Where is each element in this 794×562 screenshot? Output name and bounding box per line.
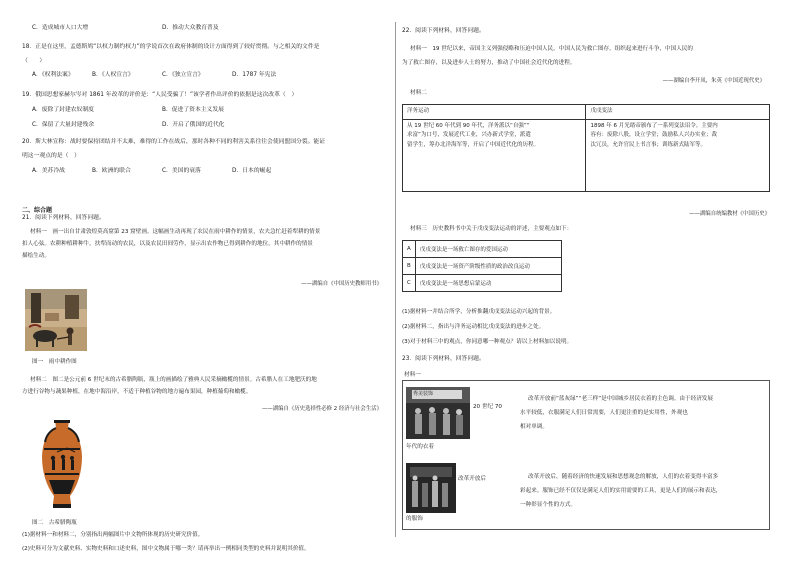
post-reform-clothing-photo: [406, 463, 456, 513]
viewpoint-text-c: 戊戌变法是一场思想启蒙运动: [415, 275, 561, 292]
table-cell-line: 留学生，筹办北洋海军等，开启了中国近代化的历程。: [407, 141, 540, 148]
q18-stem: 18．正是在这里，孟德斯鸠“以权力制约权力”的学说首次在政府体制的设计方面得到了较好贯彻。与之相关的文件是: [22, 44, 320, 50]
viewpoint-key-b: B: [403, 258, 416, 275]
figure1-caption: 图一 雨中耕作图: [32, 359, 77, 365]
q23-text2-line: 一种彰显个性的方式。: [520, 502, 576, 508]
q20-option-c: C．美国的衰落: [162, 168, 201, 174]
q20-stem: 20．斯大林宣称：战时要保持团结并不太难，难得的工作在战后，那时各种不同的利害关系往往会使同盟国分裂。能证: [22, 139, 326, 145]
1970s-clothing-photo: [406, 387, 470, 439]
q23-stem: 23．阅读下列材料，回答问题。: [402, 356, 485, 362]
right-column: [400, 0, 772, 562]
q19-option-d: D．开启了俄国的近代化: [162, 122, 225, 128]
left-column: [22, 0, 392, 562]
q22-subquestion-2: (2)据材料二，指出与洋务运动相比戊戌变法的进步之处。: [402, 324, 545, 330]
viewpoint-text-b: 戊戌变法是一场资产阶级性质的政治改良运动: [415, 258, 561, 275]
viewpoint-key-c: C: [403, 275, 416, 292]
viewpoint-key-a: A: [403, 241, 416, 258]
q22-subquestion-3: (3)对于材料三中的观点，你同意哪一种观点？请以上材料加以说明。: [402, 339, 573, 345]
q19-stem: 19．俄国思想家赫尔岑对 1861 年改革的评价是：“人民受骗了！”该学者作出评价的依据是这次改革（ ）: [22, 92, 298, 98]
reform-comparison-table: [402, 104, 770, 192]
q17-option-c: C．造成城市人口大增: [32, 25, 89, 31]
q19-option-a: A．废除了封建农奴制度: [32, 107, 94, 113]
table-cell-reform: [586, 119, 770, 191]
q21-material1-source: ——湖编自《中国历史教师用书》: [301, 281, 382, 287]
q20-option-a: A．美苏冷战: [32, 168, 65, 174]
photo1-caption-cont: 年代的衣着: [406, 444, 434, 450]
q23-text2-line: 改革开放后，随着经济的快速发展和思想观念的解放，人们的衣着变得丰富多: [528, 474, 719, 480]
column-divider: [395, 22, 396, 537]
section-title: 二、综合题: [22, 207, 53, 214]
table-cell-line: 汰冗员，允许官民上书言事；训练新式陆军等。: [590, 141, 706, 148]
q21-material2-source: ——湖编自《历史选择性必修 2 经济与社会生活》: [261, 406, 382, 412]
q21-subquestion-1: (1)据材料一和材料二，分别指出两幅图片中文物所体现的历史研究价值。: [22, 532, 204, 538]
greek-amphora-image: [37, 418, 87, 510]
q21-subquestion-2: (2)史料可分为文献史料、实物史料和口述史料，图中文物属于哪一类？请再举出一例相同类型的史料并说明其价值。: [22, 546, 310, 552]
table-cell-line: 求富”为口号，发展近代工业，兴办新式学堂，派遣: [407, 132, 531, 138]
table-cell-westernization: [403, 119, 586, 191]
q20-option-d: D．日本的崛起: [232, 168, 272, 174]
table-cell-line: 从 19 世纪 60 年代到 90 年代，洋务派以“自强”“: [407, 122, 530, 129]
q23-text1-line: 改革开放前“蓝灰绿”“老三样”是中国城乡居民衣着的主色调。由于经济发展: [528, 396, 713, 402]
table-header-westernization: 洋务运动: [403, 105, 586, 120]
q22-table-source: ——湖编自统编教材《中国历史》: [689, 211, 770, 217]
q22-stem: 22．阅读下列材料，回答问题。: [402, 28, 485, 34]
q22-material1-line: 材料一 19 世纪以来，帝国主义列强侵略和压迫中国人民，中国人民为救亡图存，组织起来进行斗争，中国人民的: [410, 46, 693, 52]
q21-material1-line: 材料一 画一出自甘肃敦煌莫高窟第 23 窟壁画。这幅画生动再现了农民在雨中耕作的情景，农夫急忙赶着犁耕的情景: [30, 229, 321, 235]
q23-text1-line: 相对单调。: [520, 424, 548, 430]
q19-option-c: C．保留了大量封建残余: [32, 122, 95, 128]
q22-material3-stem: 材料三 历史教科书中关于戊戌变法运动的评述，主要观点如下：: [410, 226, 573, 232]
photo-sign-text: 秀美装饰: [413, 391, 434, 397]
photo1-caption: 20 世纪 70: [473, 404, 502, 410]
q18-option-d: D．1787 年宪法: [232, 72, 277, 78]
q18-option-c: C．《独立宣言》: [162, 72, 204, 78]
photo2-caption: 改革开放后: [458, 476, 486, 482]
rain-farming-mural-image: [25, 289, 87, 351]
photo2-caption-cont: 的服饰: [406, 516, 423, 522]
q21-material1-line: 扣人心弦。农耕种植耕种牛，扶犁而动的农民，以及农民田间劳作，显示出农作物已得到耕作的地位，其中耕作的情景: [22, 241, 313, 247]
q19-option-b: B．促进了资本主义发展: [162, 107, 224, 113]
q21-stem: 21．阅读下列材料，回答问题。: [22, 215, 105, 221]
q23-text2-line: 彩起来。服饰已经不仅仅是满足人们的实用需要的工具，更是人们的展示和表达，: [520, 488, 722, 494]
q22-subquestion-1: (1)据材料一并结合所学，分析推翻戊戌变法运动兴起的背景。: [402, 309, 556, 315]
reform-viewpoint-table: [402, 240, 562, 292]
q17-option-d: D．推动大众教育普及: [162, 25, 219, 31]
q21-material2-line: 材料二 图二是公元前 6 世纪末的古希腊陶瓶，瓶上的画描绘了雅典人民采摘橄榄的情景。古希腊人在工地肥沃的地: [30, 377, 317, 383]
q21-material2-line: 方进行谷物与蔬果种植，在地中海沿岸，不适于种植谷物的地方遍布果园，种植葡萄和橄榄。: [22, 389, 252, 395]
q22-material1-source: ——湖编自李开凤，朱英《中国近现代史》: [662, 78, 765, 84]
q18-stem-cont: （ ）: [22, 58, 46, 64]
figure2-caption: 图二 古希腊陶瓶: [32, 520, 77, 526]
q18-option-b: B．《人权宣言》: [92, 72, 134, 78]
table-cell-line: 容有：废除八股，设立学堂；鼓励私人兴办实业；裁: [590, 132, 717, 138]
q20-option-b: B．欧洲的联合: [92, 168, 131, 174]
q18-option-a: A．《权利法案》: [32, 72, 74, 78]
viewpoint-text-a: 戊戌变法是一场救亡图存的爱国运动: [415, 241, 561, 258]
q21-material1-line: 描绘生动。: [22, 253, 50, 259]
q23-material1-label: 材料一: [404, 372, 421, 378]
q23-text1-line: 水平较低，衣服满足人们日常需要，人们更注重的是实用性，外观也: [520, 410, 688, 416]
table-header-reform: 戊戌变法: [586, 105, 770, 120]
q20-stem-cont: 明这一观点的是（ ）: [22, 153, 80, 159]
table-cell-line: 1898 年 6 月光绪帝颁布了一系列变法诏令。主要内: [590, 122, 718, 129]
q22-material1-line: 为了救亡图存，以及进步人士的努力，推动了中国社会近代化的进程。: [402, 60, 576, 66]
q22-material2-label: 材料二: [410, 90, 427, 96]
